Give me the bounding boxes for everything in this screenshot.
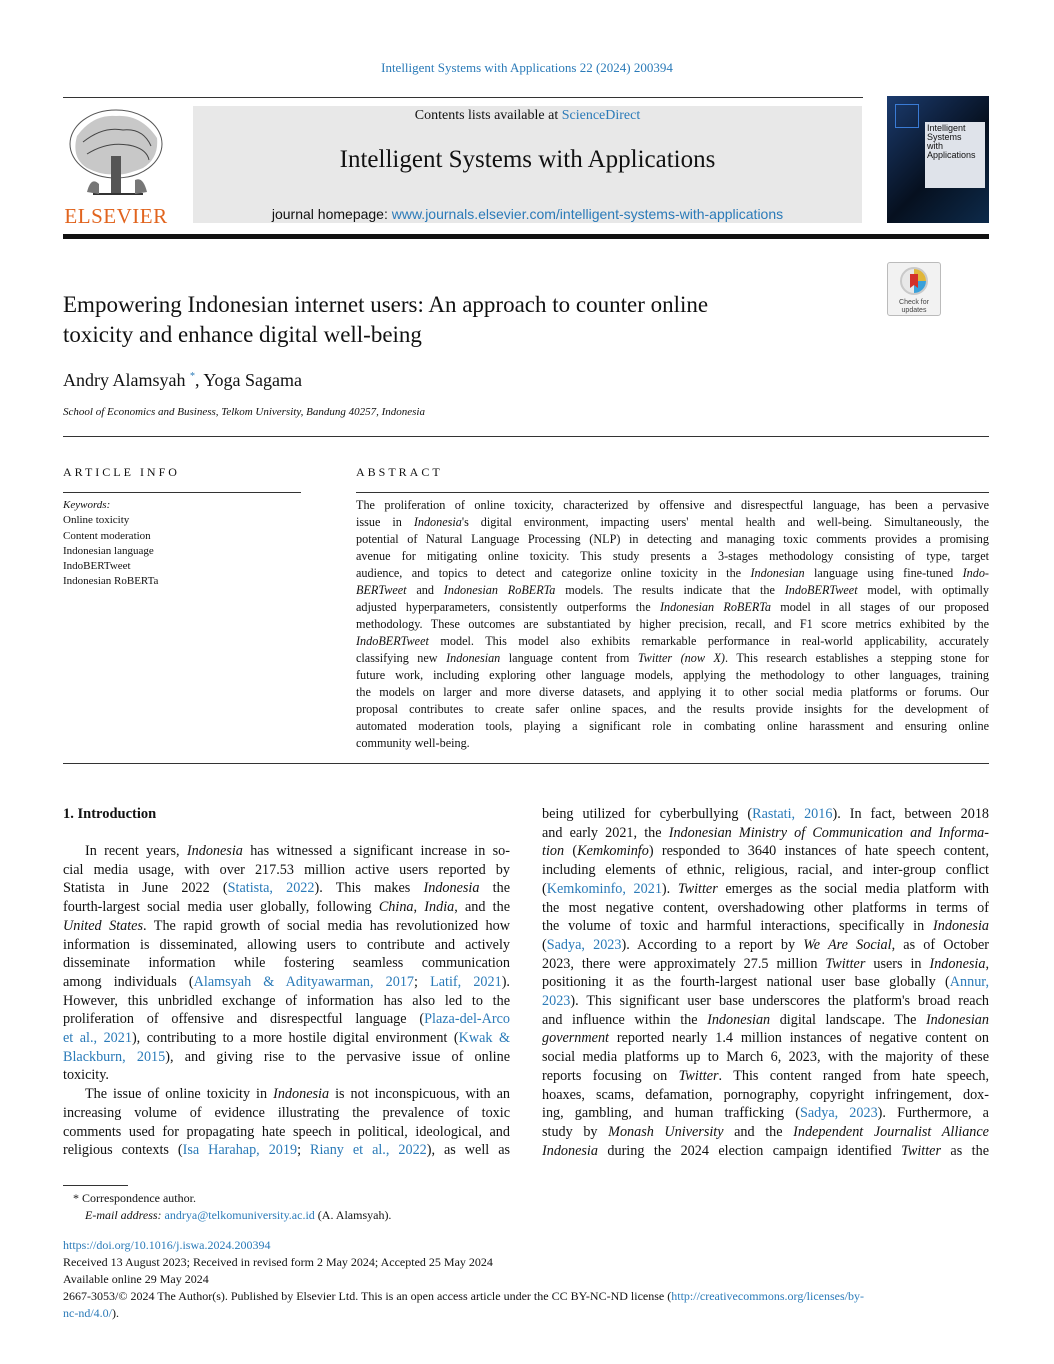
keyword: Indonesian RoBERTa	[63, 575, 159, 588]
keyword: IndoBERTweet	[63, 560, 131, 573]
body-line: positioning it as the fourth-largest national user base globally (Annur,	[542, 974, 989, 991]
footnote-mark: *	[73, 1191, 79, 1205]
body-line: the most negative content, overshadowing other platforms in terms of	[542, 899, 989, 916]
author-name[interactable]: , Yoga Sagama	[194, 370, 302, 390]
cover-title-line: with	[927, 141, 944, 151]
author-name[interactable]: Andry Alamsyah	[63, 370, 186, 390]
abstract-line: The proliferation of online toxicity, characterized by offensive and disrespectful language, has been a pervasive	[356, 498, 989, 512]
received-dates: Received 13 August 2023; Received in revised form 2 May 2024; Accepted 25 May 2024	[63, 1255, 493, 1269]
keywords-block	[63, 498, 158, 590]
header-top-rule	[63, 97, 863, 98]
citation-link[interactable]: et al., 2021	[63, 1030, 132, 1047]
body-line: Indonesia during the 2024 election campaign identified Twitter as the	[542, 1142, 989, 1159]
body-line: et al., 2021), contributing to a more hostile digital environment (Kwak &	[63, 1030, 510, 1047]
body-line: religious contexts (Isa Harahap, 2019; Riany et al., 2022), as well as	[63, 1142, 511, 1159]
citation-link[interactable]: Kemkominfo, 2021	[546, 880, 662, 897]
body-line: proliferation of offensive and disrespectful language (Plaza-del-Arco	[63, 1011, 510, 1028]
crossmark-icon	[899, 266, 929, 296]
available-online: Available online 29 May 2024	[63, 1272, 209, 1286]
abstract-line: audience, and topics to detect and categorize online toxicity in the Indonesian language using fine-tuned Indo-	[356, 566, 989, 580]
citation-link[interactable]: Rastati, 2016	[752, 806, 833, 822]
license-continued	[63, 1305, 989, 1322]
body-line: The issue of online toxicity in Indonesia is not inconspicuous, with an	[85, 1086, 510, 1103]
body-line: 2023). This significant user base underscores the platform's broad reach	[542, 993, 989, 1010]
email-suffix: (A. Alamsyah).	[314, 1208, 392, 1222]
article-title	[63, 290, 863, 350]
body-line: Statista in June 2022 (Statista, 2022). This makes Indonesia the	[63, 880, 510, 897]
body-line: tion (Kemkominfo) responded to 3640 instances of hate speech content,	[542, 843, 989, 860]
divider	[356, 492, 989, 493]
body-line: among individuals (Alamsyah & Adityawarman, 2017; Latif, 2021).	[63, 973, 510, 990]
body-line: and early 2021, the Indonesian Ministry of Communication and Informa-	[542, 824, 990, 841]
body-line: the volume of toxic and harmful interactions, specifically in Indonesia	[542, 918, 989, 935]
body-line: ing, gambling, and human trafficking (Sadya, 2023). Furthermore, a	[542, 1105, 989, 1122]
header-thick-rule	[63, 234, 989, 239]
body-line: government reported nearly 1.4 million instances of negative content on	[542, 1030, 989, 1047]
abstract-line: methodology. These outcomes are substantiated by higher precision, recall, and F1 score metrics exhibited by the	[356, 617, 989, 631]
correspondence-note: Correspondence author.	[82, 1191, 196, 1205]
abstract-line: the models on larger and more diverse datasets, and applying it to other social media platforms or forums. Our	[356, 685, 989, 699]
keyword: Indonesian language	[63, 544, 154, 557]
body-line: fourth-largest social media user globally, following China, India, and the	[63, 899, 510, 916]
body-line: hoaxes, scams, defamation, pornography, copyright infringement, dox-	[542, 1086, 989, 1103]
title-line: toxicity and enhance digital well-being	[63, 322, 422, 347]
citation-link[interactable]: Plaza-del-Arco	[424, 1011, 510, 1028]
body-line: cial media usage, with over 217.53 million active users reported by	[63, 861, 510, 878]
cover-title	[925, 122, 985, 188]
body-line: and influence within the Indonesian digital landscape. The Indonesian	[542, 1011, 989, 1028]
body-line: being utilized for cyberbullying (Rastati, 2016). In fact, between 2018	[542, 806, 990, 822]
citation-link[interactable]: Alamsyah & Adityawarman, 2017	[193, 973, 415, 990]
license-prefix: 2667-3053/© 2024 The Author(s). Published by Elsevier Ltd. This is an open access article under the CC BY-NC-ND license (	[63, 1289, 672, 1303]
elsevier-wordmark: ELSEVIER	[64, 204, 168, 228]
article-info-heading: ARTICLE INFO	[63, 465, 180, 479]
body-line: 2023, there were approximately 27.5 million Twitter users in Indonesia,	[542, 955, 989, 972]
cover-title-line: Applications	[927, 150, 976, 160]
body-line: Blackburn, 2015), and giving rise to the pervasive issue of online	[63, 1048, 510, 1065]
elsevier-logo	[63, 106, 169, 228]
journal-title: Intelligent Systems with Applications	[339, 146, 716, 173]
body-column-left	[63, 842, 510, 1160]
abstract-line: future work, including exploring other language models, applying the methodology to other languages, training	[356, 668, 989, 682]
doi-link[interactable]: https://doi.org/10.1016/j.iswa.2024.200394	[63, 1238, 271, 1252]
abstract-line: community well-being.	[356, 736, 470, 750]
abstract-text	[356, 497, 989, 752]
abstract-line: automated moderation tools, playing a significant role in combating online harassment and ensuring online	[356, 719, 989, 733]
citation-link[interactable]: Annur,	[949, 974, 989, 991]
body-line: information is disseminated, allowing users to contribute and actively	[63, 936, 510, 953]
citation-link[interactable]: Blackburn, 2015	[63, 1048, 166, 1065]
footnote	[63, 1190, 391, 1224]
homepage-link[interactable]: www.journals.elsevier.com/intelligent-systems-with-applications	[391, 206, 784, 222]
keyword: Content moderation	[63, 529, 151, 542]
article-meta	[63, 1237, 989, 1322]
citation-link[interactable]: Riany et al., 2022	[310, 1142, 427, 1159]
body-line: study by Monash University and the Independent Journalist Alliance	[542, 1123, 989, 1140]
body-line: comments used for propagating hate speech in political, ideological, and	[63, 1123, 510, 1140]
citation-link[interactable]: Latif, 2021	[430, 973, 502, 990]
body-line: disseminate information while fostering seamless communication	[63, 955, 510, 972]
keywords-label: Keywords:	[63, 499, 111, 511]
abstract-line: adjusted hyperparameters, consistently outperforms the Indonesian RoBERTa model in all stages of our proposed	[356, 600, 989, 614]
email-label: E-mail address:	[85, 1208, 162, 1222]
divider	[63, 492, 301, 493]
citation-link[interactable]: Sadya, 2023	[546, 936, 622, 953]
license-link[interactable]: http://creativecommons.org/licenses/by-	[671, 1289, 864, 1303]
citation-link[interactable]: Kwak &	[458, 1030, 510, 1047]
journal-reference[interactable]: Intelligent Systems with Applications 22 (2024) 200394	[381, 60, 673, 75]
body-line: social media platforms up to March 6, 2023, with the majority of these	[542, 1049, 989, 1066]
cover-title-line: Intelligent	[927, 123, 966, 133]
license-suffix: ).	[112, 1306, 119, 1320]
check-for-updates-button[interactable]	[887, 262, 941, 316]
citation-link[interactable]: 2023	[542, 993, 571, 1010]
body-line: However, this unbridled exchange of information has also led to the	[63, 992, 510, 1009]
abstract-line: IndoBERTweet model. This model also exhibits remarkable performance in real-world applicability, accurately	[356, 634, 989, 648]
body-line: including elements of ethnic, religious, racial, and inter-group conflict	[542, 862, 989, 879]
citation-link[interactable]: Isa Harahap, 2019	[182, 1142, 298, 1159]
sciencedirect-link[interactable]: ScienceDirect	[561, 108, 641, 123]
author-list	[63, 370, 302, 391]
body-line: reports focusing on Twitter. This content ranged from hate speech,	[542, 1067, 989, 1084]
divider	[63, 436, 989, 437]
contents-line	[193, 108, 862, 124]
abstract-line: potential of Natural Language Processing (NLP) in detecting and managing toxic comments provides a promising	[356, 532, 989, 546]
license-link-continued[interactable]: nc-nd/4.0/	[63, 1306, 112, 1320]
contents-prefix: Contents lists available at	[414, 108, 562, 123]
check-updates-line: Check for	[899, 299, 929, 306]
cover-graphic	[895, 104, 919, 128]
body-line: toxicity.	[63, 1067, 109, 1084]
abstract-line: issue in Indonesia's digital environment, impacting users' mental health and well-being. Simultaneously, the	[356, 515, 990, 529]
body-line: (Kemkominfo, 2021). Twitter emerges as the social media platform with	[542, 880, 990, 897]
email-link[interactable]: andrya@telkomuniversity.ac.id	[164, 1208, 315, 1222]
citation-link[interactable]: Sadya, 2023	[799, 1105, 878, 1122]
corresponding-author-mark[interactable]: *	[189, 371, 195, 382]
citation-link[interactable]: Statista, 2022	[227, 880, 315, 897]
homepage-prefix: journal homepage:	[271, 206, 392, 222]
abstract-line: avenue for mitigating online toxicity. This study presents a 3-stages methodology consisting of type, target	[356, 549, 989, 563]
divider	[63, 763, 989, 764]
abstract-heading: ABSTRACT	[356, 465, 443, 479]
title-line: Empowering Indonesian internet users: An approach to counter online	[63, 292, 709, 317]
abstract-line: classifying new Indonesian language content from Twitter (now X). This research establishes a stepping stone for	[356, 651, 989, 665]
keyword: Online toxicity	[63, 514, 130, 527]
affiliation: School of Economics and Business, Telkom University, Bandung 40257, Indonesia	[63, 406, 425, 418]
body-line: In recent years, Indonesia has witnessed a significant increase in so-	[85, 843, 510, 859]
abstract-line: BERTweet and Indonesian RoBERTa models. The results indicate that the IndoBERTweet model, with optimally	[356, 583, 989, 597]
cover-title-line: Systems	[927, 132, 962, 142]
section-heading: 1. Introduction	[63, 806, 157, 822]
license-statement	[63, 1288, 989, 1305]
abstract-line: proposal contributes to create safer online spaces, and the results provide insights for the development of	[356, 702, 989, 716]
body-line: increasing volume of evidence illustrating the prevalence of toxic	[63, 1104, 510, 1121]
body-column-right	[542, 805, 989, 1160]
footnote-rule	[63, 1185, 128, 1186]
body-line: United States. The rapid growth of social media has revolutionized how	[63, 917, 510, 934]
journal-cover[interactable]	[887, 96, 989, 223]
journal-homepage	[193, 206, 862, 222]
check-updates-line: updates	[901, 307, 927, 314]
body-line: (Sadya, 2023). According to a report by We Are Social, as of October	[542, 936, 989, 953]
